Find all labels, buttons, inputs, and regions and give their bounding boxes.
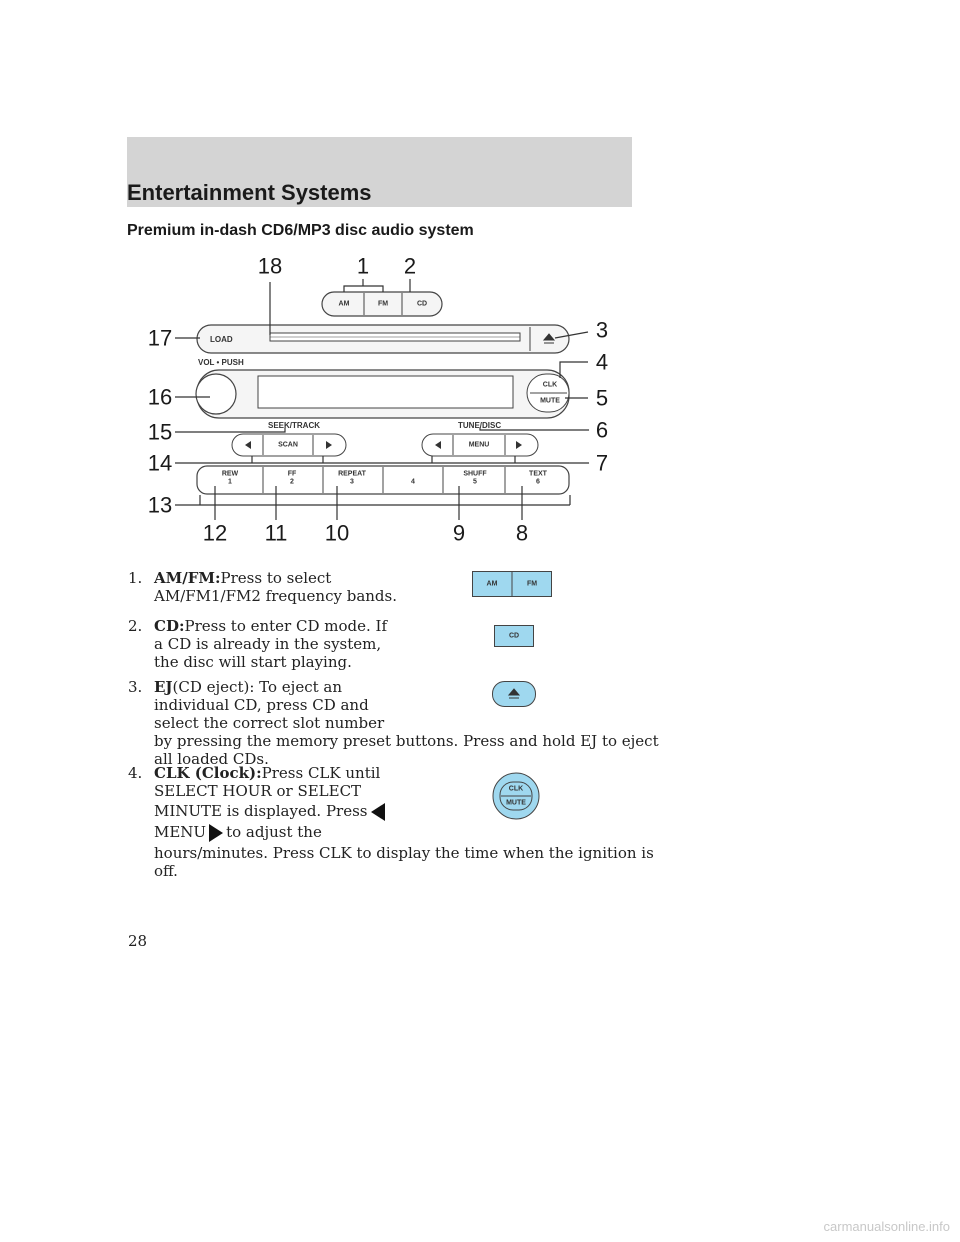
svg-text:CD: CD	[508, 632, 520, 640]
seek-left-arrow-icon	[371, 803, 385, 821]
load-label: LOAD	[210, 335, 233, 344]
svg-text:4: 4	[595, 349, 609, 375]
am-fm-cd-buttons	[322, 292, 442, 316]
svg-text:1: 1	[356, 253, 370, 279]
item-2: 2. CD:Press to enter CD mode. If a CD is already in the system, the disc will start playing.	[128, 617, 388, 671]
preset-2-top: FF	[287, 470, 297, 478]
svg-text:7: 7	[595, 450, 609, 476]
scan-label: SCAN	[278, 441, 298, 449]
mute-label: MUTE	[540, 397, 560, 405]
svg-text:9: 9	[452, 520, 466, 546]
preset-3-num: 3	[350, 478, 354, 486]
svg-text:6: 6	[595, 417, 609, 443]
preset-6-top: TEXT	[529, 470, 547, 478]
subtitle: Premium in-dash CD6/MP3 disc audio system	[127, 222, 474, 239]
svg-text:5: 5	[595, 385, 609, 411]
vol-label: VOL • PUSH	[198, 358, 244, 367]
svg-text:13: 13	[147, 492, 173, 518]
clk-mute-mini-button	[492, 772, 540, 820]
eject-mini-button	[492, 681, 536, 707]
preset-1-num: 1	[228, 478, 232, 486]
svg-text:FM: FM	[526, 580, 538, 588]
svg-text:14: 14	[147, 450, 173, 476]
am-label: AM	[338, 300, 350, 308]
preset-3-top: REPEAT	[338, 470, 366, 478]
svg-text:12: 12	[202, 520, 228, 546]
seek-right-arrow-icon	[209, 824, 223, 842]
preset-6-num: 6	[536, 478, 540, 486]
svg-text:CLK: CLK	[508, 785, 524, 793]
preset-4-num: 4	[411, 478, 415, 486]
svg-text:16: 16	[147, 384, 173, 410]
item-3: 3. EJ(CD eject): To eject an individual CD, press CD and select the correct slot number by pressing the memory preset buttons. Press and hold EJ to eject all loaded CDs.	[128, 678, 659, 768]
preset-5-top: SHUFF	[463, 470, 487, 478]
preset-5-num: 5	[473, 478, 477, 486]
footer-watermark: carmanualsonline.info	[823, 1219, 950, 1234]
cd-label: CD	[416, 300, 428, 308]
svg-text:10: 10	[324, 520, 350, 546]
svg-text:AM: AM	[486, 580, 498, 588]
menu-label: MENU	[468, 441, 490, 449]
clk-label: CLK	[542, 381, 558, 389]
svg-text:MUTE: MUTE	[506, 799, 526, 807]
page-number: 28	[128, 932, 148, 950]
cd-mini-button	[494, 625, 534, 647]
svg-text:15: 15	[147, 419, 173, 445]
fm-label: FM	[377, 300, 389, 308]
radio-diagram	[0, 240, 960, 560]
svg-text:2: 2	[403, 253, 417, 279]
am-fm-mini-button	[472, 571, 552, 597]
svg-text:17: 17	[147, 325, 173, 351]
radio-chassis	[196, 325, 569, 494]
tune-label: TUNE/DISC	[458, 421, 502, 430]
svg-text:8: 8	[515, 520, 529, 546]
svg-text:18: 18	[257, 253, 283, 279]
section-title: Entertainment Systems	[127, 180, 372, 205]
preset-1-top: REW	[221, 470, 239, 478]
svg-text:3: 3	[595, 317, 609, 343]
preset-2-num: 2	[290, 478, 294, 486]
svg-text:11: 11	[264, 520, 288, 546]
volume-knob	[196, 374, 236, 414]
item-4: 4. CLK (Clock):Press CLK until SELECT HOUR or SELECT MINUTE is displayed. Press MENU to adjust the hours/minutes. Press CLK to display the time when the ignition is off.	[128, 764, 654, 880]
item-1: 1. AM/FM:Press to select AM/FM1/FM2 frequency bands.	[128, 569, 398, 605]
seek-label: SEEK/TRACK	[268, 421, 321, 430]
